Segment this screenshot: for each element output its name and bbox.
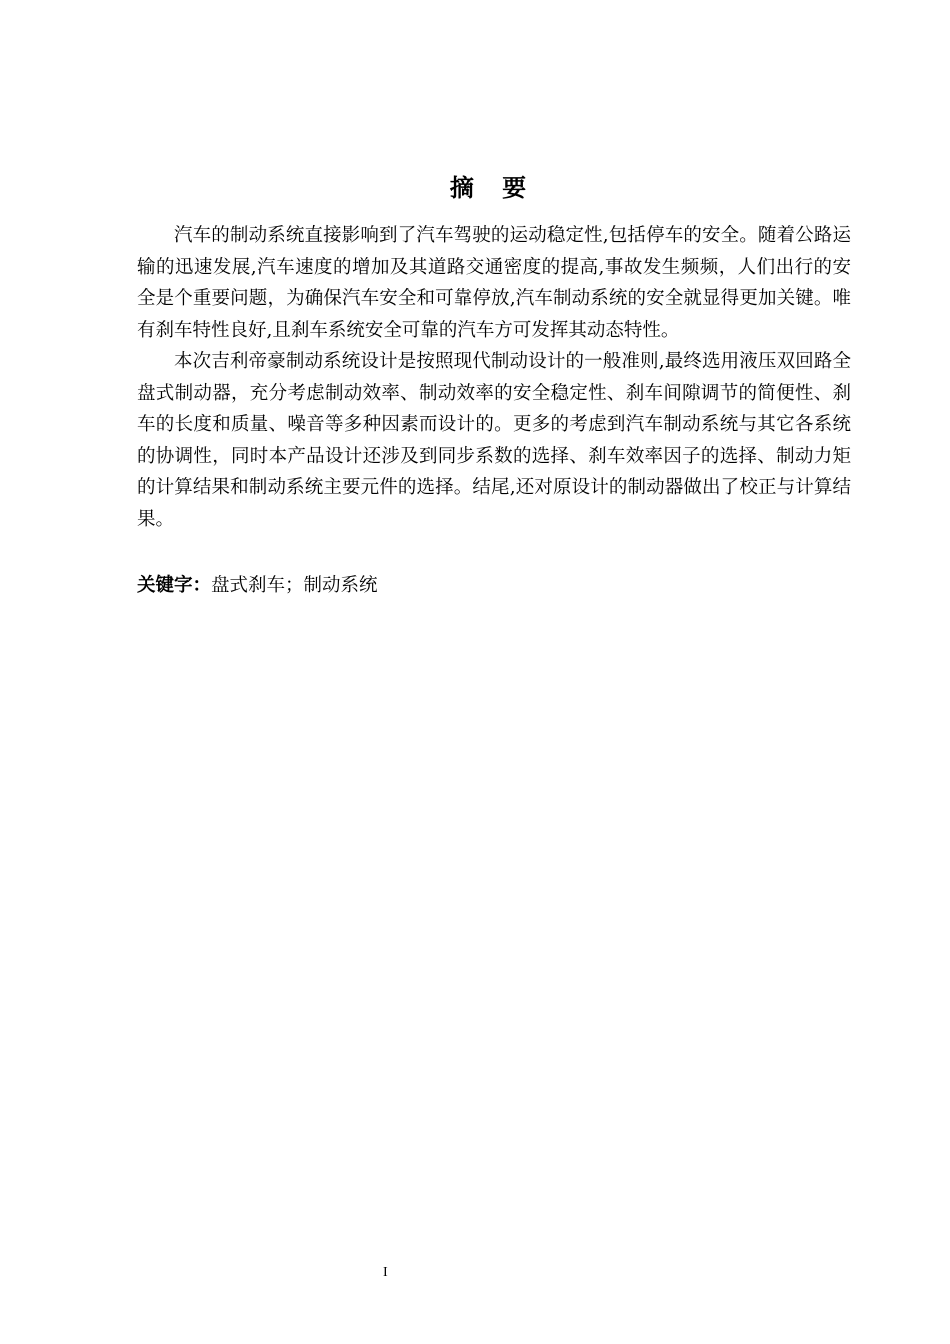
abstract-body bbox=[137, 220, 851, 535]
abstract-title: 摘 要 bbox=[449, 174, 537, 202]
keywords-line bbox=[137, 572, 378, 600]
page-number: I bbox=[383, 1265, 388, 1280]
keywords-value: 盘式刹车；制动系统 bbox=[211, 575, 378, 596]
keywords-label: 关键字： bbox=[137, 575, 212, 596]
abstract-paragraph-2: 本次吉利帝豪制动系统设计是按照现代制动设计的一般准则,最终选用液压双回路全盘式制动器，充分考虑制动效率、制动效率的安全稳定性、刹车间隙调节的简便性、刹车的长度和质量、噪音等多种因素而设计的。更多的考虑到汽车制动系统与其它各系统的协调性，同时本产品设计还涉及到同步系数的选择、刹车效率因子的选择、制动力矩的计算结果和制动系统主要元件的选择。结尾,还对原设计的制动器做出了校正与计算结果。 bbox=[137, 351, 851, 530]
abstract-paragraph-1: 汽车的制动系统直接影响到了汽车驾驶的运动稳定性,包括停车的安全。随着公路运输的迅速发展,汽车速度的增加及其道路交通密度的提高,事故发生频频，人们出行的安全是个重要问题，为确保汽车安全和可靠停放,汽车制动系统的安全就显得更加关键。唯有刹车特性良好,且刹车系统安全可靠的汽车方可发挥其动态特性。 bbox=[137, 225, 851, 341]
